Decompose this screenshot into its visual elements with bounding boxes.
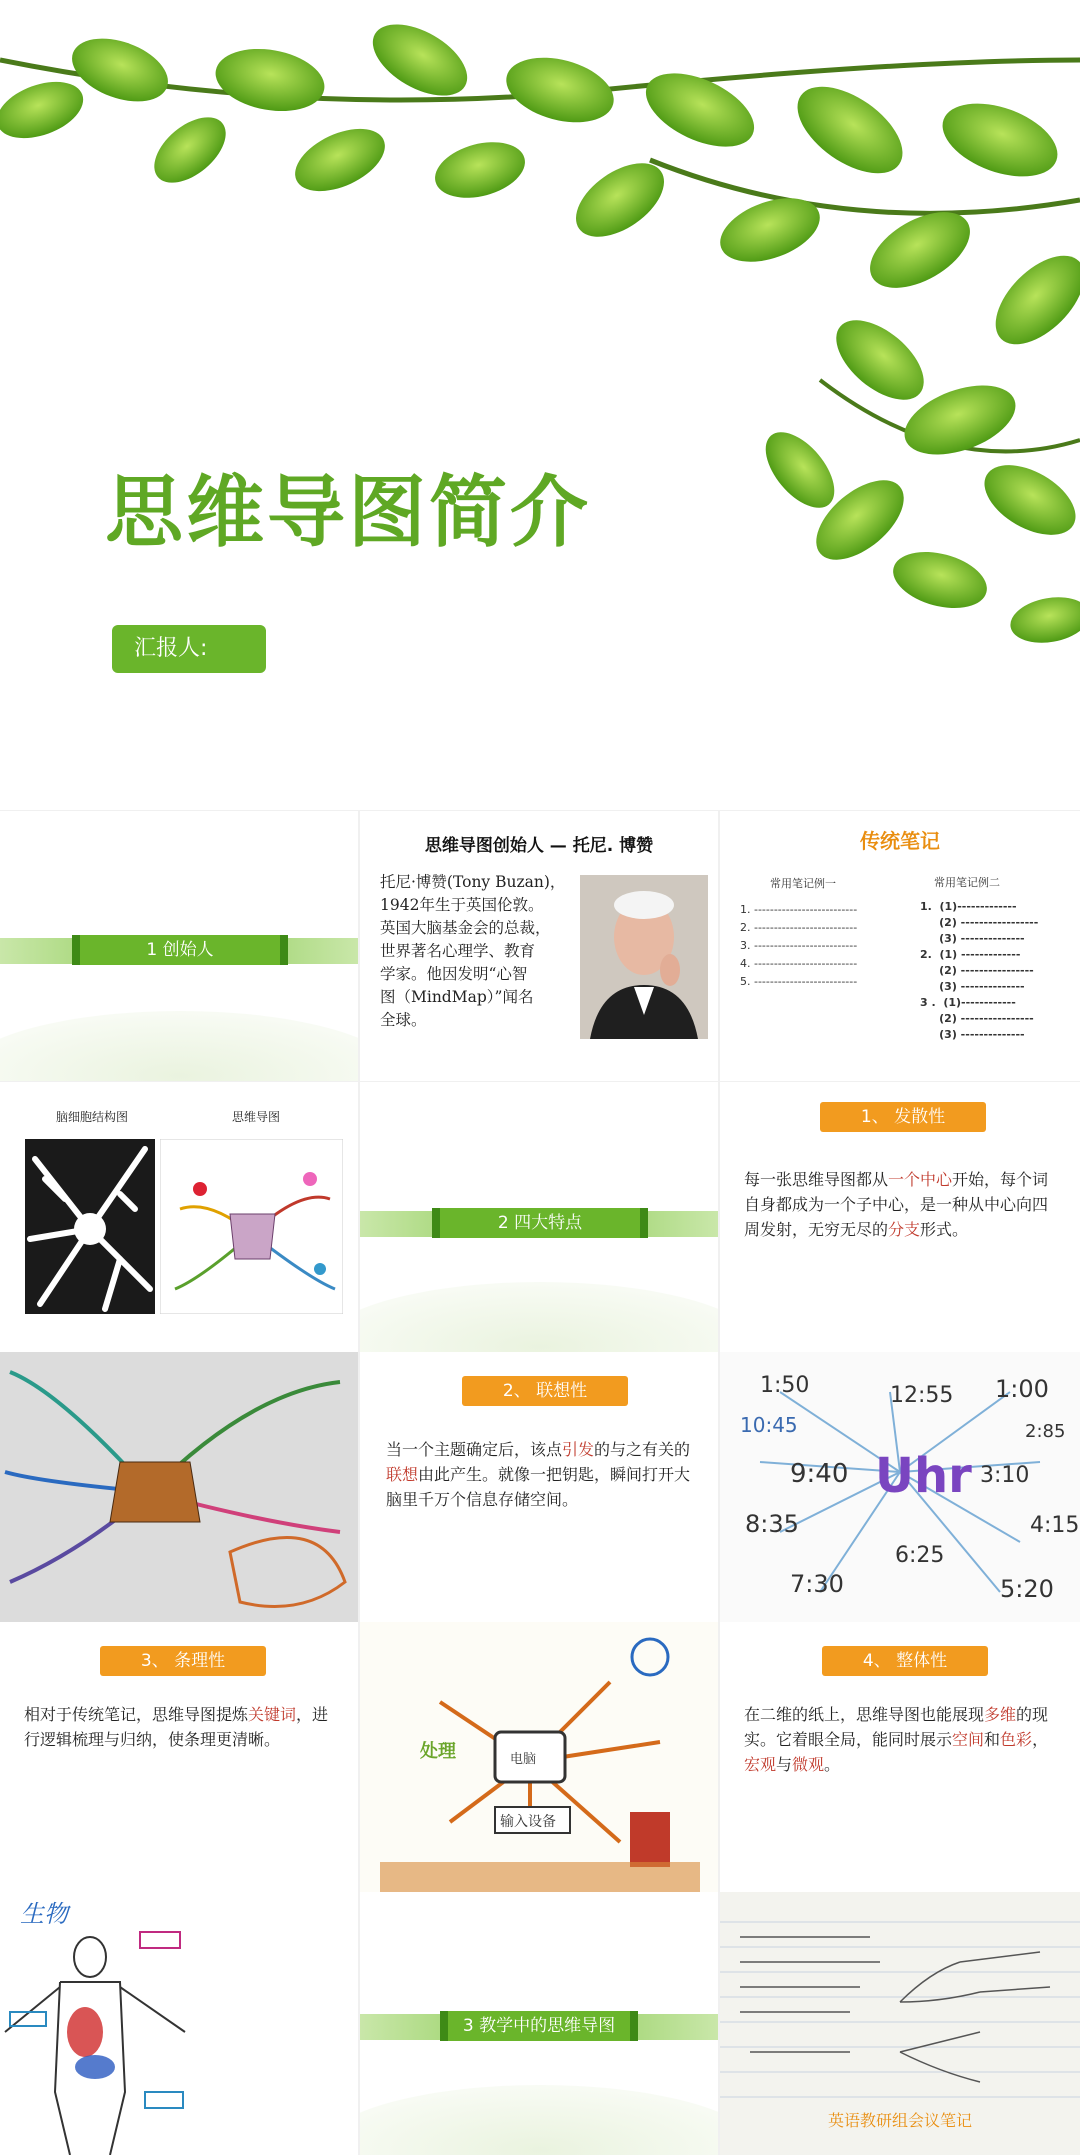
- feature-2-pill: 2、 联想性: [462, 1376, 628, 1406]
- clock-time: 6:25: [895, 1543, 945, 1568]
- computer-mindmap-image: [360, 1622, 718, 1892]
- clock-time: 4:15: [1030, 1513, 1080, 1538]
- clock-time: 7:30: [790, 1570, 844, 1598]
- feature-3-slide: [0, 1622, 358, 1892]
- swoosh-decoration: [360, 1282, 718, 1352]
- example-1-line: 3. --------------------------: [740, 939, 858, 952]
- computer-mindmap-drawing: [360, 1622, 718, 1892]
- bio-line: 世界著名心理学、教育: [380, 942, 536, 960]
- example-2-line: (2) ----------------: [920, 964, 1034, 977]
- feature-2-slide: [360, 1352, 718, 1622]
- clock-center-word: Uhr: [875, 1448, 972, 1504]
- example-2-line: 3 . (1)------------: [920, 996, 1016, 1009]
- section-title-1: 1 创始人: [80, 935, 280, 965]
- traditional-title: 传统笔记: [860, 829, 940, 853]
- meeting-notes-image: [720, 1892, 1080, 2155]
- example-2-line: 2. (1) -------------: [920, 948, 1021, 961]
- example-1-line: 2. --------------------------: [740, 921, 858, 934]
- colorful-mindmap-drawing: [0, 1352, 358, 1622]
- clock-time: 5:20: [1000, 1575, 1054, 1603]
- example-2-line: 1. (1)-------------: [920, 900, 1017, 913]
- feature-1-text: 每一张思维导图都从一个中心开始，每个词自身都成为一个子中心，是一种从中心向四周发射，无穷无尽的分支形式。: [744, 1170, 1049, 1239]
- bio-line: 英国大脑基金会的总裁，: [380, 919, 551, 937]
- biology-mindmap-image: [0, 1892, 358, 2155]
- example-2-line: (2) ----------------: [920, 1012, 1034, 1025]
- example-2-line: (3) --------------: [920, 1028, 1025, 1041]
- section-slide-2: [360, 1082, 718, 1352]
- example-1-line: 5. --------------------------: [740, 975, 858, 988]
- clock-time: 1:50: [760, 1373, 810, 1398]
- cover-slide: [0, 0, 1080, 810]
- feature-3-pill: 3、 条理性: [100, 1646, 266, 1676]
- bio-line: 1942年生于英国伦敦。: [380, 896, 544, 914]
- bio-line: 图（MindMap）”闻名: [380, 988, 534, 1006]
- mindmap-label: 思维导图: [232, 1110, 281, 1124]
- biology-title: 生物: [20, 1900, 68, 1928]
- section-title-2: 2 四大特点: [440, 1208, 640, 1238]
- example-1-line: 1. --------------------------: [740, 903, 858, 916]
- input-device-label: 输入设备: [500, 1814, 556, 1830]
- example-2-line: (3) --------------: [920, 980, 1025, 993]
- founder-slide: [360, 811, 718, 1081]
- computer-label: 电脑: [510, 1752, 537, 1767]
- feature-3-text: 相对于传统笔记，思维导图提炼关键词，进行逻辑梳理与归纳，使条理更清晰。: [24, 1705, 329, 1749]
- clock-mindmap-drawing: [720, 1352, 1080, 1622]
- swoosh-decoration: [0, 1011, 358, 1081]
- mindmap-sketch-image: [160, 1139, 343, 1314]
- biology-mindmap-drawing: [0, 1892, 190, 2155]
- clock-time: 3:10: [980, 1463, 1030, 1488]
- leaves-illustration: [0, 0, 1080, 700]
- example-2-title: 常用笔记例二: [934, 876, 1000, 889]
- section-title-3: 3 教学中的思维导图: [448, 2011, 630, 2041]
- colorful-mindmap-image: [0, 1352, 358, 1622]
- feature-1-pill: 1、 发散性: [820, 1102, 986, 1132]
- clock-time: 12:55: [890, 1383, 954, 1408]
- note-example-1: [740, 875, 880, 991]
- clock-time: 9:40: [790, 1459, 849, 1489]
- swoosh-decoration: [360, 2085, 718, 2155]
- feature-2-text: 当一个主题确定后，该点引发的与之有关的联想由此产生。就像一把钥匙，瞬间打开大脑里千万个信息存储空间。: [386, 1440, 691, 1509]
- note-example-2: [920, 875, 1070, 1043]
- bio-line: 学家。他因发明“心智: [380, 965, 528, 983]
- section-slide-1: [0, 811, 358, 1081]
- reporter-label: 汇报人:: [112, 625, 266, 673]
- clock-time: 8:35: [745, 1510, 799, 1538]
- section-slide-3: [360, 1892, 718, 2155]
- feature-1-slide: [720, 1082, 1080, 1352]
- comparison-slide: [0, 1082, 358, 1352]
- founder-bio: [380, 871, 580, 1032]
- example-1-line: 4. --------------------------: [740, 957, 858, 970]
- clock-mindmap-image: [720, 1352, 1080, 1622]
- brain-cell-label: 脑细胞结构图: [56, 1110, 129, 1124]
- clock-time: 1:00: [995, 1375, 1049, 1403]
- clock-time: 10:45: [740, 1413, 798, 1437]
- bio-line: 全球。: [380, 1011, 427, 1029]
- bio-line: 托尼·博赞(Tony Buzan)，: [380, 873, 566, 891]
- feature-4-slide: [720, 1622, 1080, 1892]
- founder-heading: 思维导图创始人 — 托尼. 博赞: [424, 836, 654, 856]
- process-label: 处理: [420, 1741, 456, 1762]
- example-1-title: 常用笔记例一: [770, 877, 836, 890]
- example-2-line: (3) --------------: [920, 932, 1025, 945]
- notes-caption: 英语教研组会议笔记: [827, 2111, 972, 2130]
- clock-time: 2:85: [1025, 1421, 1066, 1442]
- cover-title: 思维导图简介: [105, 468, 592, 558]
- brain-cell-image: [25, 1139, 155, 1314]
- example-2-line: (2) -----------------: [920, 916, 1039, 929]
- feature-4-pill: 4、 整体性: [822, 1646, 988, 1676]
- founder-photo: [580, 875, 708, 1039]
- traditional-notes-slide: [720, 811, 1080, 1081]
- feature-4-text: 在二维的纸上，思维导图也能展现多维的现实。它着眼全局，能同时展示空间和色彩，宏观与微观。: [744, 1705, 1049, 1774]
